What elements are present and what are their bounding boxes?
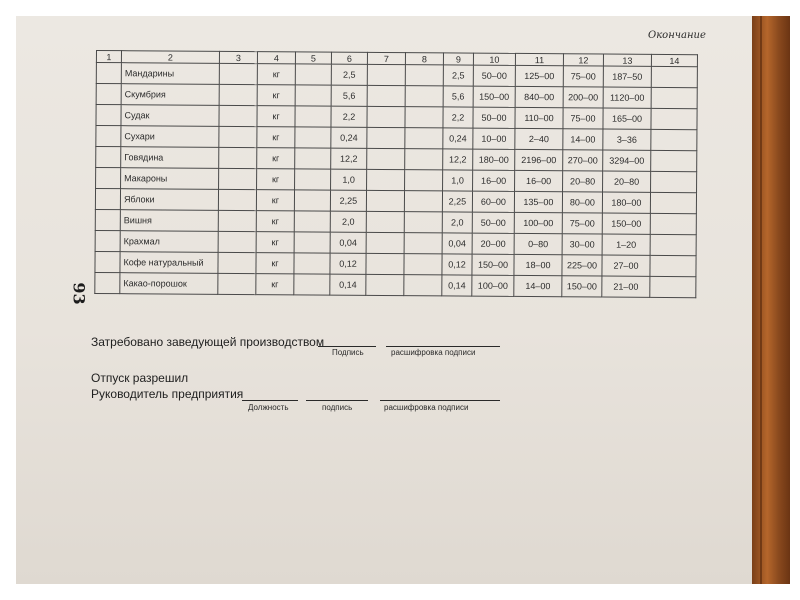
table-cell — [219, 147, 257, 168]
product-name-cell: Скумбрия — [121, 84, 219, 106]
table-cell: 0,14 — [442, 275, 472, 296]
table-cell: 50–00 — [473, 107, 515, 128]
table-cell: 60–00 — [472, 191, 514, 212]
table-cell — [366, 211, 404, 232]
head-decode-line — [380, 400, 500, 401]
product-name-cell: Кофе натуральный — [120, 252, 218, 274]
table-cell — [218, 231, 256, 252]
table-cell: 12,2 — [443, 149, 473, 170]
column-header-11: 11 — [515, 53, 563, 65]
table-cell: 12,2 — [331, 148, 367, 169]
table-cell: 16–00 — [473, 170, 515, 191]
table-cell: кг — [257, 169, 295, 190]
table-cell — [95, 189, 120, 210]
column-header-9: 9 — [443, 53, 473, 65]
table-cell: 0,04 — [330, 232, 366, 253]
table-cell — [96, 84, 121, 105]
table-cell: 100–00 — [514, 212, 562, 233]
table-cell — [651, 87, 697, 108]
table-cell — [295, 169, 331, 190]
product-name-cell: Говядина — [121, 147, 219, 169]
table-cell: 187–50 — [603, 66, 651, 87]
column-header-7: 7 — [367, 52, 405, 64]
show-through-text — [563, 316, 576, 320]
table-cell — [294, 211, 330, 232]
table-cell: 0–80 — [514, 233, 562, 254]
table-cell: 80–00 — [562, 192, 602, 213]
table-cell — [295, 127, 331, 148]
table-cell: 21–00 — [602, 276, 650, 297]
column-header-5: 5 — [295, 52, 331, 64]
table-cell: кг — [256, 211, 294, 232]
table-cell — [219, 126, 257, 147]
table-cell — [405, 107, 443, 128]
table-body — [95, 63, 698, 298]
table-cell — [95, 251, 120, 272]
table-cell — [367, 169, 405, 190]
table-cell: 0,24 — [331, 127, 367, 148]
table-cell — [367, 148, 405, 169]
column-header-8: 8 — [405, 53, 443, 65]
table-cell: 50–00 — [472, 212, 514, 233]
table-cell — [295, 64, 331, 85]
requested-sign-caption: Подпись — [332, 348, 364, 357]
table-cell: 30–00 — [562, 234, 602, 255]
table-cell — [367, 85, 405, 106]
table-cell: кг — [256, 190, 294, 211]
table-cell: 75–00 — [562, 213, 602, 234]
table-cell — [295, 148, 331, 169]
table-cell: кг — [256, 232, 294, 253]
invoice-table — [94, 50, 698, 298]
table-cell: 2–40 — [515, 128, 563, 149]
table-cell — [96, 147, 121, 168]
table-cell — [294, 190, 330, 211]
table-cell — [367, 106, 405, 127]
page-number: 93 — [69, 282, 89, 305]
table-cell: 150–00 — [472, 254, 514, 275]
column-header-10: 10 — [473, 53, 515, 65]
table-cell: 2,0 — [330, 211, 366, 232]
table-cell: 125–00 — [515, 65, 563, 86]
column-header-12: 12 — [563, 54, 603, 66]
table-cell: 20–80 — [603, 171, 651, 192]
table-cell: 75–00 — [563, 108, 603, 129]
table-cell: 2,25 — [442, 191, 472, 212]
table-cell — [294, 232, 330, 253]
product-name-cell: Судак — [121, 105, 219, 127]
table-cell: 14–00 — [514, 275, 562, 296]
table-cell — [651, 66, 697, 87]
table-cell — [404, 275, 442, 296]
column-header-4: 4 — [257, 52, 295, 64]
table-cell — [404, 254, 442, 275]
table-cell: 150–00 — [602, 213, 650, 234]
table-cell — [366, 253, 404, 274]
column-header-6: 6 — [331, 52, 367, 64]
table-cell — [367, 64, 405, 85]
table-cell: 180–00 — [473, 149, 515, 170]
product-name-cell: Мандарины — [121, 63, 219, 85]
table-cell — [95, 272, 120, 293]
requested-decode-line — [386, 346, 500, 347]
table-cell — [366, 190, 404, 211]
table-cell — [366, 274, 404, 295]
table-cell: кг — [256, 253, 294, 274]
table-cell: 840–00 — [515, 86, 563, 107]
table-cell: 2,2 — [443, 107, 473, 128]
table-cell: кг — [257, 148, 295, 169]
column-header-14: 14 — [651, 54, 697, 66]
table-cell — [367, 127, 405, 148]
column-header-1: 1 — [96, 51, 121, 63]
table-cell — [405, 86, 443, 107]
table-cell: 18–00 — [514, 254, 562, 275]
table-cell: 10–00 — [473, 128, 515, 149]
table-cell — [405, 65, 443, 86]
table-cell: 270–00 — [563, 150, 603, 171]
table-cell: 2,5 — [331, 64, 367, 85]
table-cell — [219, 63, 257, 84]
table-cell — [219, 168, 257, 189]
table-cell — [405, 170, 443, 191]
table-cell — [95, 209, 120, 230]
table-cell: 225–00 — [562, 255, 602, 276]
table-cell — [96, 105, 121, 126]
table-cell — [650, 234, 696, 255]
table-cell: 1,0 — [443, 170, 473, 191]
head-position-line — [242, 400, 298, 401]
table-cell: 1120–00 — [603, 87, 651, 108]
table-cell — [218, 189, 256, 210]
table-cell: кг — [257, 106, 295, 127]
table-cell — [404, 233, 442, 254]
requested-sign-line — [318, 346, 376, 347]
table-cell: 20–00 — [472, 233, 514, 254]
table-cell: 150–00 — [562, 276, 602, 297]
table-cell — [295, 106, 331, 127]
table-cell: 110–00 — [515, 107, 563, 128]
release-label: Отпуск разрешил — [91, 371, 189, 385]
table-cell — [294, 253, 330, 274]
table-cell — [404, 191, 442, 212]
table-cell: 5,6 — [331, 85, 367, 106]
table-cell — [650, 213, 696, 234]
table-cell: 0,14 — [330, 274, 366, 295]
table-cell: 50–00 — [473, 65, 515, 86]
table-cell — [96, 168, 121, 189]
book-page — [16, 16, 752, 584]
table-cell — [650, 255, 696, 276]
table-cell — [218, 210, 256, 231]
table-cell: 0,04 — [442, 233, 472, 254]
table-cell: 16–00 — [515, 170, 563, 191]
table-cell: 180–00 — [602, 192, 650, 213]
table-cell — [96, 126, 121, 147]
table-cell: 3294–00 — [603, 150, 651, 171]
table-cell: 2,0 — [442, 212, 472, 233]
table-cell — [650, 192, 696, 213]
table-cell — [650, 276, 696, 297]
table-cell: 5,6 — [443, 86, 473, 107]
table-cell — [405, 149, 443, 170]
document-photo — [16, 16, 790, 584]
table-cell: 2,5 — [443, 65, 473, 86]
table-cell — [218, 252, 256, 273]
product-name-cell: Вишня — [120, 210, 218, 232]
table-cell — [651, 129, 697, 150]
head-sign-caption: подпись — [322, 403, 353, 412]
table-cell — [366, 232, 404, 253]
table-cell: 2196–00 — [515, 149, 563, 170]
product-name-cell: Яблоки — [120, 189, 218, 211]
table-cell: 0,12 — [442, 254, 472, 275]
table-cell — [218, 273, 256, 294]
table-cell: 150–00 — [473, 86, 515, 107]
table-row — [95, 272, 696, 297]
table-cell: кг — [256, 274, 294, 295]
head-position-caption: Должность — [248, 403, 289, 412]
head-label: Руководитель предприятия — [91, 387, 244, 401]
product-name-cell: Крахмал — [120, 231, 218, 253]
table-cell — [651, 108, 697, 129]
table-cell: 2,25 — [330, 190, 366, 211]
table-cell: 14–00 — [563, 129, 603, 150]
table-cell — [295, 85, 331, 106]
table-cell — [219, 105, 257, 126]
table-cell: кг — [257, 127, 295, 148]
table-cell: 2,2 — [331, 106, 367, 127]
table-cell: 135–00 — [514, 191, 562, 212]
requested-decode-caption: расшифровка подписи — [391, 348, 476, 357]
column-header-2: 2 — [121, 51, 219, 64]
requested-label: Затребовано заведующей производством — [91, 335, 325, 349]
table-cell — [651, 150, 697, 171]
table-cell: 75–00 — [563, 66, 603, 87]
table-cell: 0,24 — [443, 128, 473, 149]
product-name-cell: Сухари — [121, 126, 219, 148]
head-decode-caption: расшифровка подписи — [384, 403, 469, 412]
table-cell — [405, 128, 443, 149]
table-cell — [404, 212, 442, 233]
table-cell: 100–00 — [472, 275, 514, 296]
table-cell: кг — [257, 85, 295, 106]
table-cell — [95, 230, 120, 251]
column-header-13: 13 — [603, 54, 651, 66]
table-cell: 1–20 — [602, 234, 650, 255]
table-cell: 20–80 — [563, 171, 603, 192]
table-cell: 3–36 — [603, 129, 651, 150]
table-cell: 165–00 — [603, 108, 651, 129]
column-header-3: 3 — [219, 51, 257, 63]
table-cell: 0,12 — [330, 253, 366, 274]
table-cell — [96, 63, 121, 84]
table-cell: 27–00 — [602, 255, 650, 276]
product-name-cell: Макароны — [121, 168, 219, 190]
table-cell: кг — [257, 64, 295, 85]
table-cell: 200–00 — [563, 87, 603, 108]
product-name-cell: Какао-порошок — [120, 273, 218, 295]
table-cell — [651, 171, 697, 192]
table-cell — [219, 84, 257, 105]
head-sign-line — [306, 400, 368, 401]
table-cell: 1,0 — [331, 169, 367, 190]
wooden-table-edge — [752, 16, 790, 584]
table-cell — [294, 274, 330, 295]
table-continuation-caption: Окончание — [648, 30, 706, 41]
